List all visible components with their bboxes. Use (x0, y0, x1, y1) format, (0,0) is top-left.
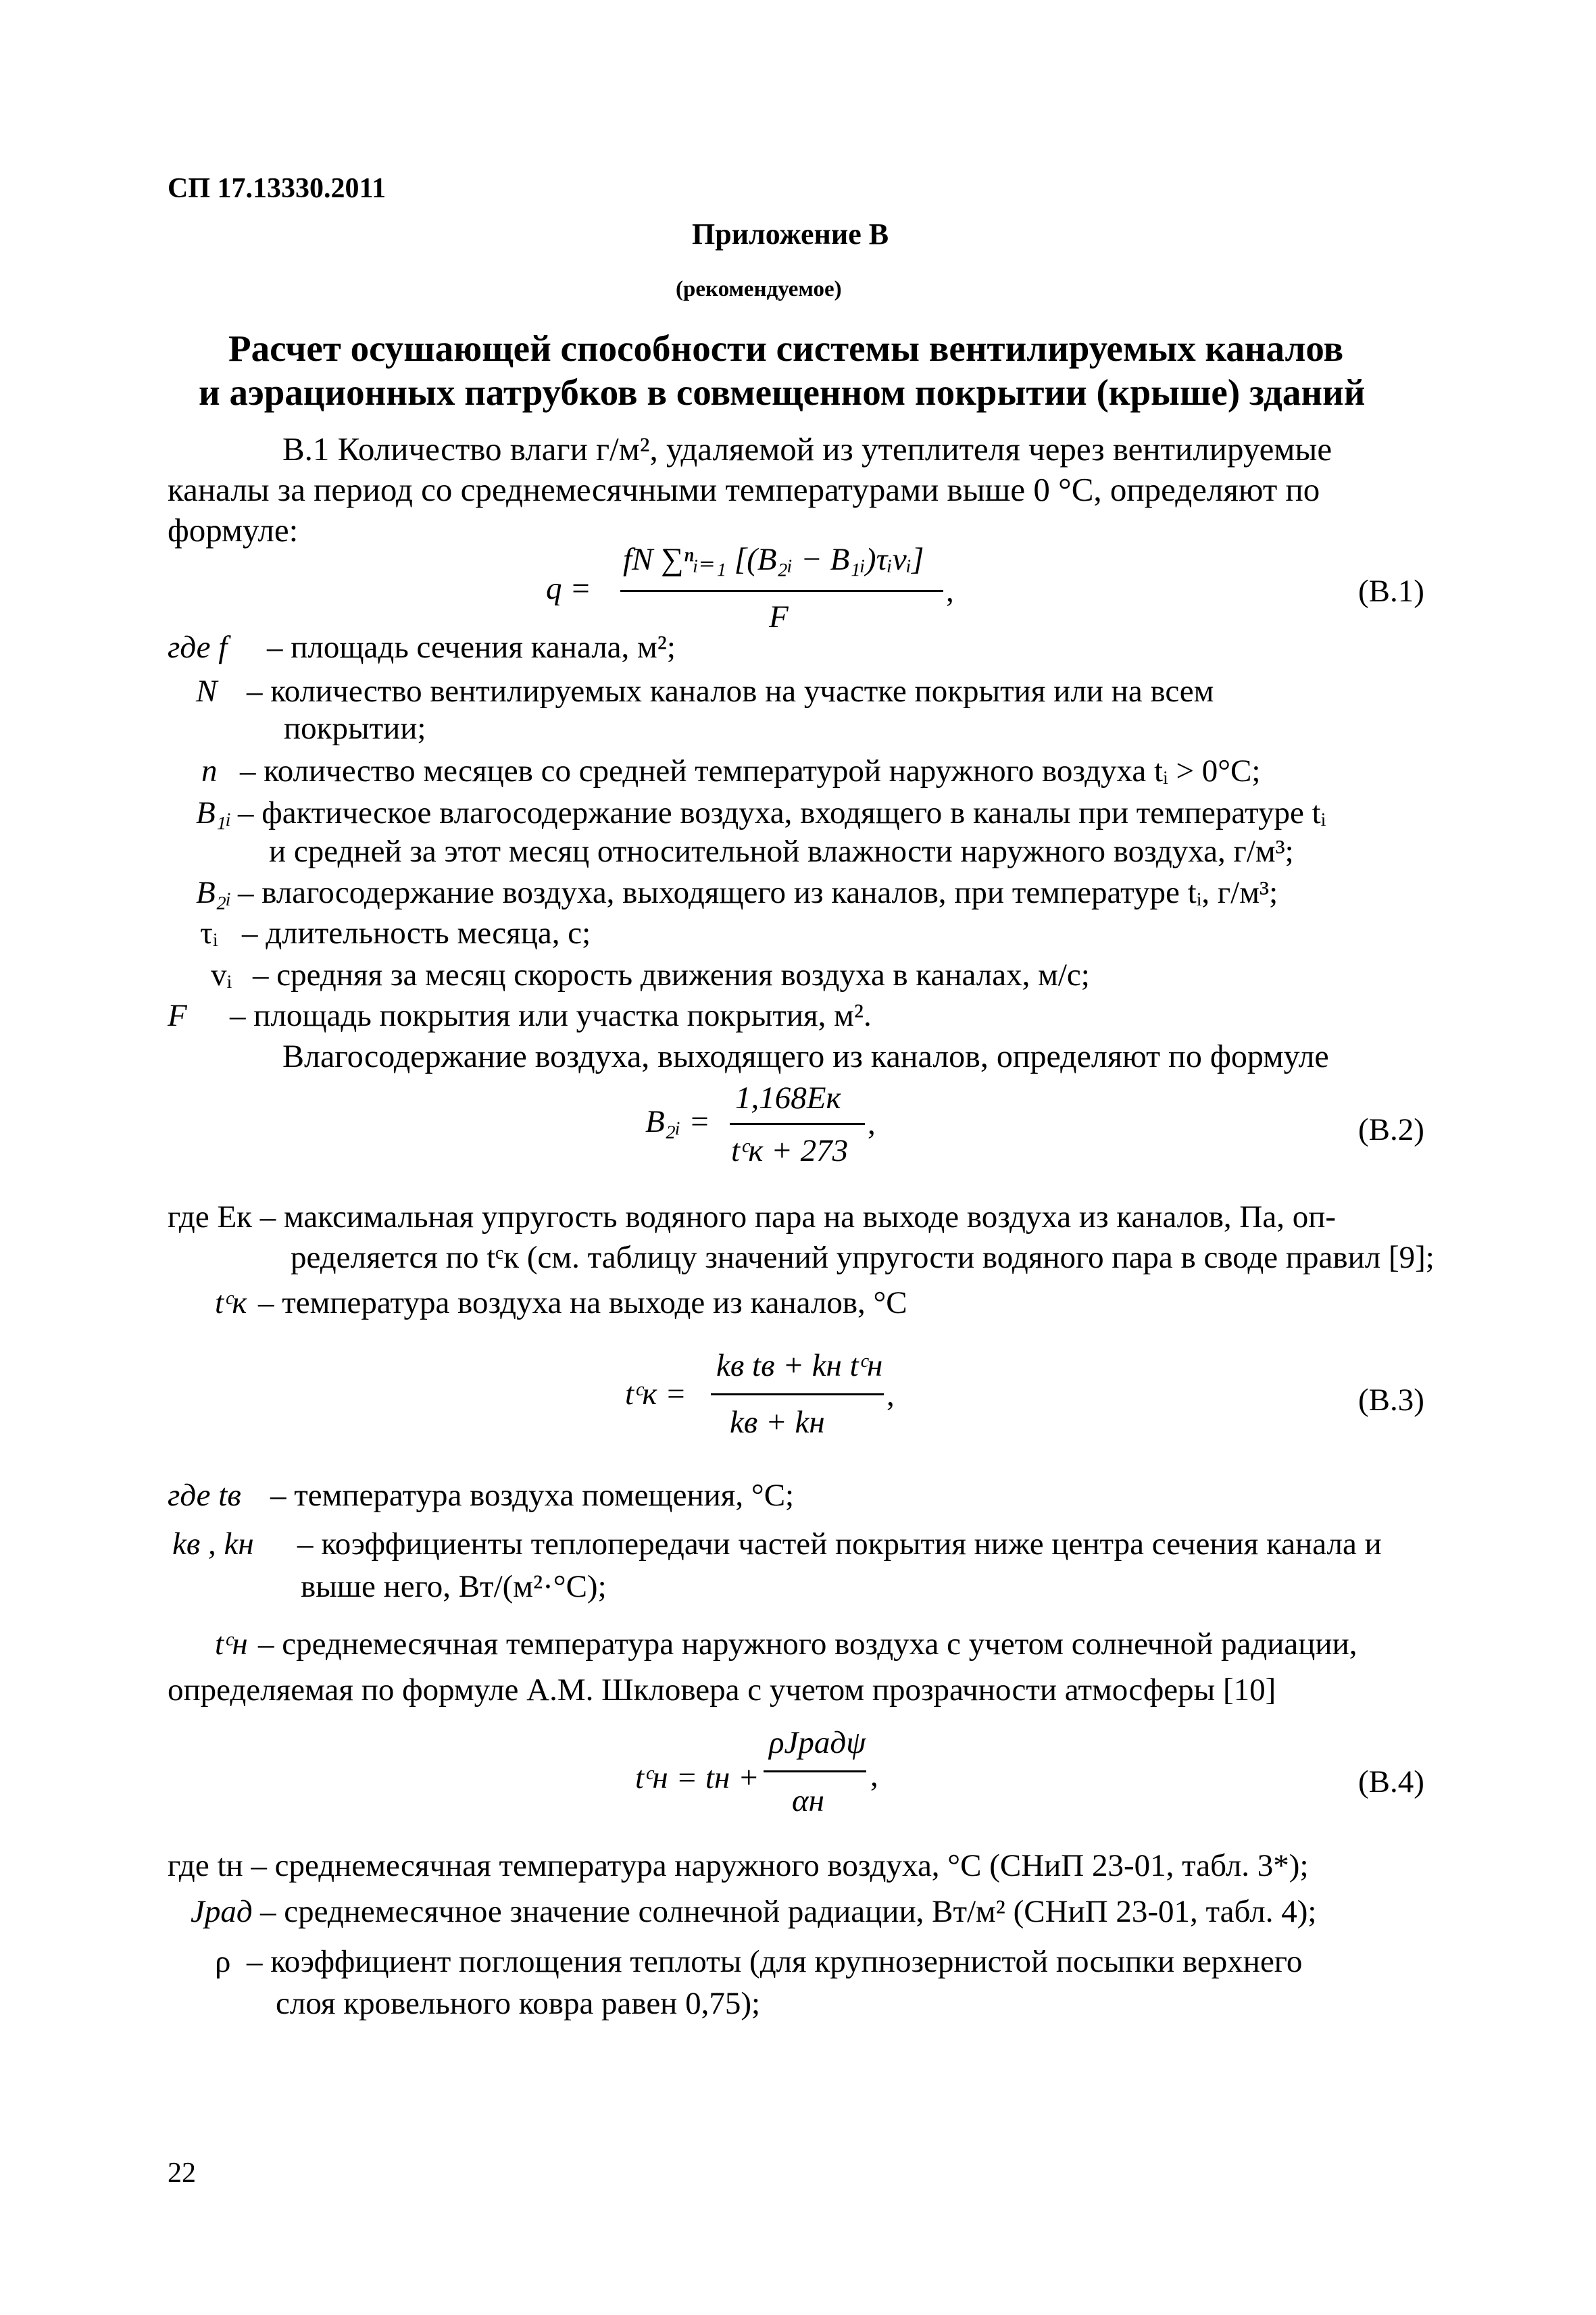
def1-text-n-months: – количество месяцев со средней температурой наружного воздуха tᵢ > 0°С; (240, 753, 1261, 789)
def1-text-b2i: – влагосодержание воздуха, выходящего из каналов, при температуре tᵢ, г/м³; (238, 875, 1278, 910)
def1-symbol-F: F (168, 998, 187, 1033)
eq3-lhs: tᶜк = (625, 1376, 687, 1412)
def1-symbol-n-channels: N (196, 674, 218, 709)
eq2-denominator: tᶜк + 273 (731, 1133, 849, 1168)
def3-text-tv: – температура воздуха помещения, °С; (270, 1478, 795, 1513)
def3-symbol-tcn: tᶜн (215, 1626, 248, 1662)
def4-symbol-rho: ρ (215, 1944, 231, 1979)
eq2-numerator: 1,168Eк (735, 1080, 841, 1116)
def1-symbol-b1i: B₁ᵢ (196, 795, 232, 830)
appendix-status: (рекомендуемое) (676, 277, 842, 301)
def4-text-tn: где tн – среднемесячная температура наружного воздуха, °С (СНиП 23-01, табл. 3*); (168, 1848, 1309, 1883)
appendix-heading-line2: и аэрационных патрубков в совмещенном покрытии (крыше) зданий (199, 372, 1366, 413)
def3-symbol-tv: где tв (168, 1478, 241, 1513)
eq4-comma: , (870, 1758, 878, 1793)
def1-symbol-f: где f (168, 630, 228, 665)
eq2-lhs: B₂ᵢ = (645, 1104, 710, 1139)
def4-text-jrad: – среднемесячное значение солнечной радиации, Вт/м² (СНиП 23-01, табл. 4); (260, 1894, 1317, 1929)
eq1-number: (В.1) (1358, 574, 1424, 609)
eq3-denominator: kв + kн (730, 1405, 825, 1440)
eq1-comma: , (946, 574, 954, 609)
def1-text-v: – средняя за месяц скорость движения воздуха в каналах, м/с; (253, 957, 1090, 993)
eq3-comma: , (887, 1378, 895, 1413)
def3-text-tcn: – среднемесячная температура наружного воздуха с учетом солнечной радиации, (258, 1626, 1357, 1662)
def1-text-b1i: – фактическое влагосодержание воздуха, входящего в каналы при температуре tᵢ (238, 795, 1326, 830)
eq1-denominator: F (769, 599, 789, 634)
def1-text-f: – площадь сечения канала, м²; (267, 630, 676, 665)
def2-text-ek: где Eк – максимальная упругость водяного пара на выходе воздуха из каналов, Па, оп- (168, 1199, 1337, 1235)
def1-text-tau: – длительность месяца, с; (242, 916, 591, 951)
def4-text-rho: – коэффициент поглощения теплоты (для крупнозернистой посыпки верхнего (247, 1944, 1303, 1979)
def3-cont-kv-kn: выше него, Вт/(м²·°С); (301, 1569, 607, 1604)
def1-symbol-b2i: B₂ᵢ (196, 875, 232, 910)
eq1-numerator: fN ∑ⁿᵢ₌₁ [(B₂ᵢ − B₁ᵢ)τᵢvᵢ] (623, 542, 924, 577)
eq1-fraction-bar (620, 590, 943, 592)
def1-text-F: – площадь покрытия или участка покрытия, м². (230, 998, 872, 1033)
appendix-title: Приложение В (692, 218, 889, 251)
paragraph-b1-line3: формуле: (168, 512, 299, 549)
eq2-comma: , (868, 1106, 876, 1141)
eq2-number: (В.2) (1358, 1112, 1424, 1147)
appendix-heading-line1: Расчет осушающей способности системы вентилируемых каналов (228, 328, 1344, 369)
paragraph-b1-line1: В.1 Количество влаги г/м², удаляемой из утеплителя через вентилируемые (282, 430, 1332, 468)
def2-text-tck: – температура воздуха на выходе из каналов, °С (258, 1285, 907, 1320)
def2-cont-ek: ределяется по tᶜк (см. таблицу значений упругости водяного пара в своде правил [9]; (291, 1240, 1435, 1275)
def1-symbol-v: vᵢ (211, 957, 232, 993)
paragraph-moisture: Влагосодержание воздуха, выходящего из каналов, определяют по формуле (282, 1039, 1329, 1074)
paragraph-b1-line2: каналы за период со среднемесячными температурами выше 0 °С, определяют по (168, 471, 1320, 508)
eq4-denominator: αн (792, 1783, 824, 1818)
def3-symbol-kv-kn: kв , kн (172, 1526, 254, 1562)
def1-text-n-channels: – количество вентилируемых каналов на участке покрытия или на всем (247, 674, 1214, 709)
def3-text-kv-kn: – коэффициенты теплопередачи частей покрытия ниже центра сечения канала и (297, 1526, 1382, 1562)
eq4-numerator: ρJрадψ (769, 1725, 866, 1760)
def1-cont-n-channels: покрытии; (284, 711, 426, 746)
def1-symbol-n-months: n (201, 753, 218, 789)
eq4-fraction-bar (764, 1770, 866, 1772)
def4-symbol-jrad: Jрад (191, 1894, 253, 1929)
document-code: СП 17.13330.2011 (168, 173, 386, 204)
def3-cont-tcn: определяемая по формуле А.М. Шкловера с учетом прозрачности атмосферы [10] (168, 1672, 1276, 1708)
def4-cont-rho: слоя кровельного ковра равен 0,75); (276, 1986, 761, 2021)
def1-symbol-tau: τᵢ (200, 916, 218, 951)
eq3-fraction-bar (711, 1393, 884, 1395)
eq2-fraction-bar (730, 1123, 865, 1125)
def2-symbol-tck: tᶜк (215, 1285, 247, 1320)
eq3-number: (В.3) (1358, 1383, 1424, 1418)
def1-cont-b1i: и средней за этот месяц относительной влажности наружного воздуха, г/м³; (269, 834, 1294, 869)
page-number: 22 (168, 2158, 196, 2189)
eq4-lhs: tᶜн = tн + (635, 1760, 759, 1795)
eq4-number: (В.4) (1358, 1764, 1424, 1799)
eq3-numerator: kв tв + kн tᶜн (716, 1348, 883, 1383)
eq1-lhs: q = (546, 571, 591, 606)
